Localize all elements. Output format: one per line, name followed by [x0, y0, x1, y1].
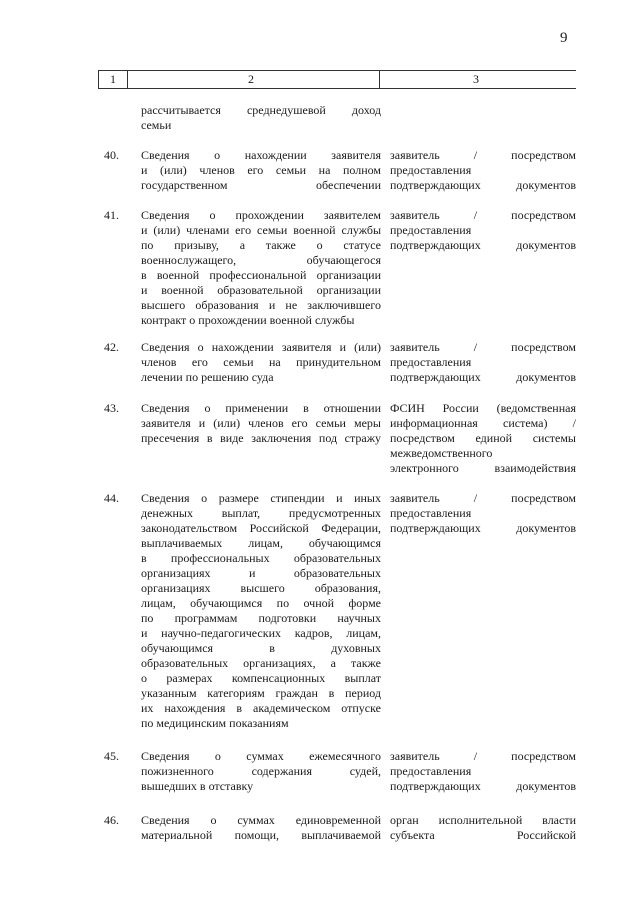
- src-line: подтверждающих документов: [390, 370, 576, 384]
- row-number: 46.: [104, 813, 119, 827]
- desc-line: семьи: [141, 118, 172, 132]
- desc-line: лечении по решению суда: [141, 370, 274, 384]
- header-col-3: 3: [473, 72, 479, 86]
- desc-line: Сведения о нахождении заявителя: [141, 148, 381, 162]
- desc-line: по призыву, а также о статусе: [141, 238, 381, 252]
- desc-line: организациях высшего образования,: [141, 581, 381, 595]
- desc-line: обучающимся в духовных: [141, 641, 381, 655]
- src-line: межведомственного: [390, 446, 493, 460]
- src-line: орган исполнительной власти: [390, 813, 576, 827]
- src-line: заявитель / посредством: [390, 749, 576, 763]
- src-line: подтверждающих документов: [390, 521, 576, 535]
- row-description: [141, 148, 381, 193]
- desc-line: законодательством Российской Федерации,: [141, 521, 381, 535]
- desc-line: и (или) членов его семьи на полном: [141, 163, 381, 177]
- src-line: предоставления: [390, 163, 472, 177]
- desc-line: военнослужащего, обучающегося: [141, 253, 381, 267]
- desc-line: лицам, обучающимся по очной форме: [141, 596, 381, 610]
- row-description: [141, 340, 381, 385]
- src-line: подтверждающих документов: [390, 178, 576, 192]
- row-source: [390, 813, 576, 843]
- desc-line: Сведения о размере стипендии и иных: [141, 491, 381, 505]
- desc-line: и научно-педагогических кадров, лицам,: [141, 626, 381, 640]
- row-description: [141, 813, 381, 843]
- desc-line: пресечения в виде заключения под стражу: [141, 431, 381, 445]
- desc-line: государственном обеспечении: [141, 178, 381, 192]
- header-divider: [379, 71, 380, 88]
- continuation-desc: [141, 103, 381, 133]
- src-line: подтверждающих документов: [390, 779, 576, 793]
- desc-line: материальной помощи, выплачиваемой: [141, 828, 381, 842]
- page-number: 9: [560, 30, 568, 46]
- desc-line: Сведения о суммах ежемесячного: [141, 749, 381, 763]
- row-number: 44.: [104, 491, 119, 505]
- src-line: подтверждающих документов: [390, 238, 576, 252]
- desc-line: и (или) членами его семьи военной службы: [141, 223, 381, 237]
- desc-line: Сведения о прохождении заявителем: [141, 208, 381, 222]
- row-description: [141, 208, 381, 328]
- src-line: предоставления: [390, 506, 472, 520]
- desc-line: по программам подготовки научных: [141, 611, 381, 625]
- src-line: предоставления: [390, 355, 472, 369]
- row-source: [390, 340, 576, 385]
- src-line: заявитель / посредством: [390, 340, 576, 354]
- src-line: заявитель / посредством: [390, 491, 576, 505]
- desc-line: в военной профессиональной организации: [141, 268, 381, 282]
- src-line: предоставления: [390, 223, 472, 237]
- desc-line: их нахождения в академическом отпуске: [141, 701, 381, 715]
- src-line: заявитель / посредством: [390, 208, 576, 222]
- desc-line: и военной образовательной организации: [141, 283, 381, 297]
- row-source: [390, 208, 576, 253]
- src-line: ФСИН России (ведомственная: [390, 401, 576, 415]
- desc-line: рассчитывается среднедушевой доход: [141, 103, 381, 117]
- row-number: 42.: [104, 340, 119, 354]
- row-number: 45.: [104, 749, 119, 763]
- row-number: 40.: [104, 148, 119, 162]
- header-col-1: 1: [98, 71, 128, 88]
- table-header-row: [98, 70, 576, 89]
- desc-line: в профессиональных образовательных: [141, 551, 381, 565]
- desc-line: образовательных организациях, а также: [141, 656, 381, 670]
- row-source: [390, 401, 576, 476]
- desc-line: членов его семьи на принудительном: [141, 355, 381, 369]
- desc-line: заявителя и (или) членов его семьи меры: [141, 416, 381, 430]
- desc-line: денежных выплат, предусмотренных: [141, 506, 381, 520]
- src-line: заявитель / посредством: [390, 148, 576, 162]
- desc-line: высшего образования и не заключившего: [141, 298, 381, 312]
- src-line: субъекта Российской: [390, 828, 576, 842]
- desc-line: пожизненного содержания судей,: [141, 764, 381, 778]
- desc-line: по медицинским показаниям: [141, 716, 289, 730]
- desc-line: Сведения о применении в отношении: [141, 401, 381, 415]
- row-description: [141, 749, 381, 794]
- desc-line: Сведения о нахождении заявителя и (или): [141, 340, 381, 354]
- row-source: [390, 148, 576, 193]
- row-source: [390, 491, 576, 536]
- src-line: посредством единой системы: [390, 431, 576, 445]
- desc-line: Сведения о суммах единовременной: [141, 813, 381, 827]
- desc-line: выплачиваемых лицам, обучающимся: [141, 536, 381, 550]
- header-col-2: 2: [248, 72, 254, 86]
- row-number: 41.: [104, 208, 119, 222]
- src-line: электронного взаимодействия: [390, 461, 576, 475]
- row-description: [141, 491, 381, 731]
- row-source: [390, 749, 576, 794]
- desc-line: о размерах компенсационных выплат: [141, 671, 381, 685]
- desc-line: вышедших в отставку: [141, 779, 254, 793]
- desc-line: контракт о прохождении военной службы: [141, 313, 355, 327]
- desc-line: организациях и образовательных: [141, 566, 381, 580]
- row-description: [141, 401, 381, 446]
- src-line: информационная система) /: [390, 416, 576, 430]
- row-number: 43.: [104, 401, 119, 415]
- src-line: предоставления: [390, 764, 472, 778]
- desc-line: указанным категориям граждан в период: [141, 686, 381, 700]
